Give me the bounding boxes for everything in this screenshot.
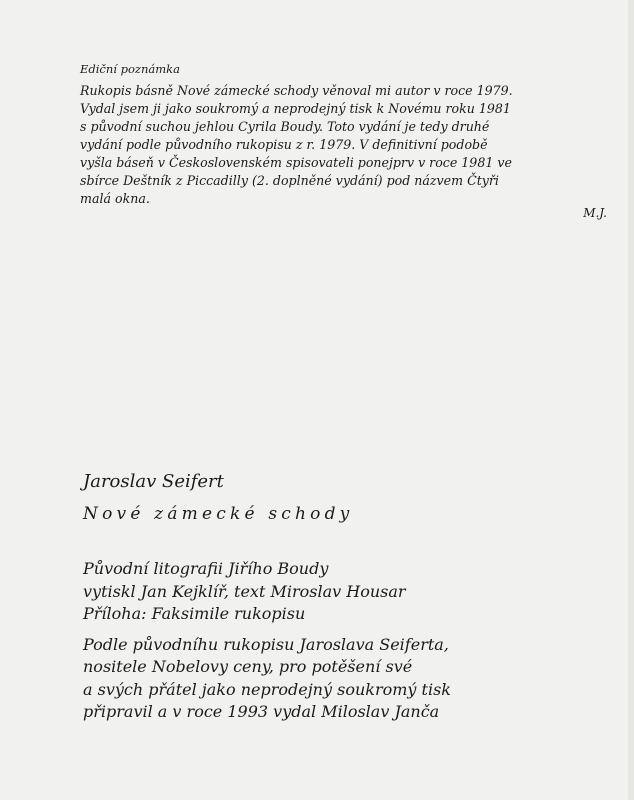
dedication-line: Podle původníhu rukopisu Jaroslava Seiferta, xyxy=(83,634,449,654)
editorial-note-line: s původní suchou jehlou Cyrila Boudy. Toto vydání je tedy druhé xyxy=(80,119,490,134)
editorial-note-line: vyšla báseň v Československém spisovateli ponejprv v roce 1981 ve xyxy=(80,155,512,170)
credit-line: Příloha: Faksimile rukopisu xyxy=(83,604,306,623)
editorial-note-line: sbírce Deštník z Piccadilly (2. doplněné vydání) pod názvem Čtyři xyxy=(80,173,499,188)
colophon xyxy=(83,470,603,724)
credit-line: Původní litografii Jiřího Boudy xyxy=(83,559,329,578)
page-edge xyxy=(628,0,634,800)
editorial-note-signature: M.J. xyxy=(583,206,607,220)
editorial-note-heading: Ediční poznámka xyxy=(80,62,180,76)
editorial-note-line: Rukopis básně Nové zámecké schody věnoval mi autor v roce 1979. xyxy=(80,83,513,98)
editorial-note xyxy=(80,60,615,220)
author-name: Jaroslav Seifert xyxy=(83,471,224,492)
dedication-line: a svých přátel jako neprodejný soukromý tisk xyxy=(83,679,451,699)
editorial-note-line: malá okna. xyxy=(80,191,150,206)
dedication xyxy=(83,634,603,724)
dedication-line: nositele Nobelovy ceny, pro potěšení své xyxy=(83,657,413,676)
dedication-line: připravil a v roce 1993 vydal Miloslav Janča xyxy=(83,702,440,721)
editorial-note-line: Vydal jsem ji jako soukromý a neprodejný tisk k Novému roku 1981 xyxy=(80,101,511,116)
credits xyxy=(83,558,603,626)
editorial-note-line: vydání podle původního rukopisu z r. 1979. V definitivní podobě xyxy=(80,137,488,152)
credit-line: vytiskl Jan Kejklíř, text Miroslav Housar xyxy=(83,581,406,601)
book-title: Nové zámecké schody xyxy=(83,504,354,524)
